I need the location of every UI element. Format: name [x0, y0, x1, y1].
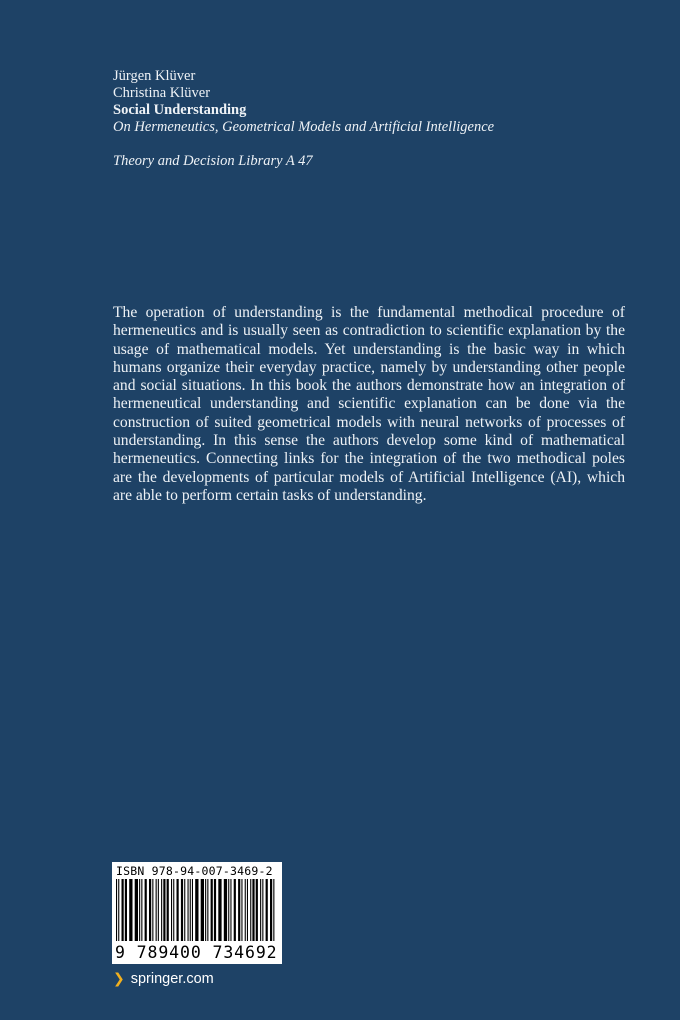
barcode-bar	[273, 879, 274, 941]
book-subtitle: On Hermeneutics, Geometrical Models and Artificial Intelligence	[113, 119, 495, 135]
publisher-url: springer.com	[130, 971, 214, 987]
barcode-bar	[129, 879, 132, 941]
barcode-bar	[163, 879, 165, 941]
barcode-bar	[234, 879, 236, 941]
barcode-bar	[250, 879, 251, 941]
book-blurb: The operation of understanding is the fundamental methodical procedure of hermeneutics and is usually seen as contradiction to scientific explanation by the usage of mathematical models. Yet understanding is the basic way in which humans organize their everyday practice, namely by understanding other people and social situations. In this book the authors demonstrate how an integration of hermeneutical understanding and scientific explanation can be done via the construction of suited geometrical models with neural networks of processes of understanding. In this sense the authors develop some kind of mathematical hermeneutics. Connecting links for the integration of the two methodical poles are the developments of particular models of Artificial Intelligence (AI), which are able to perform certain tasks of understanding.	[113, 304, 625, 504]
isbn-label: ISBN 978-94-007-3469-2	[116, 864, 273, 878]
barcode-bar	[201, 879, 204, 941]
barcode-bar	[141, 879, 142, 941]
barcode-bar	[152, 879, 153, 941]
barcode-bar	[184, 879, 185, 941]
barcode-bar	[135, 879, 138, 941]
barcode-bar	[171, 879, 172, 941]
barcode-bar	[230, 879, 231, 941]
barcode-bar	[266, 879, 268, 941]
barcode-bar	[241, 879, 242, 941]
book-title: Social Understanding	[113, 102, 247, 118]
barcode-bar	[238, 879, 240, 941]
barcode-box	[112, 862, 282, 964]
book-header	[113, 68, 633, 170]
barcode-bar	[256, 879, 258, 941]
barcode-bar	[218, 879, 221, 941]
barcode-bar	[188, 879, 189, 941]
barcode-bar	[260, 879, 261, 941]
barcode-bar	[139, 879, 140, 941]
barcode-bar	[270, 879, 272, 941]
barcode-bar	[161, 879, 162, 941]
barcode-bar	[173, 879, 174, 941]
author-1: Jürgen Klüver	[113, 68, 196, 84]
barcode-bar	[252, 879, 254, 941]
barcode-bar	[177, 879, 179, 941]
barcode-bar	[245, 879, 246, 941]
ean-digits: 9 789400 734692	[115, 943, 278, 962]
barcode-bar	[195, 879, 198, 941]
barcode-bar	[228, 879, 229, 941]
barcode-bar	[224, 879, 227, 941]
barcode-bar	[181, 879, 183, 941]
barcode-bar	[125, 879, 127, 941]
barcode-bar	[158, 879, 159, 941]
chevron-right-icon: ❯	[113, 970, 125, 986]
series-info: Theory and Decision Library A 47	[113, 153, 313, 169]
barcode-bar	[190, 879, 191, 941]
barcode-bar	[211, 879, 213, 941]
barcode-bar	[192, 879, 193, 941]
barcode-bar	[205, 879, 206, 941]
barcode-bar	[122, 879, 124, 941]
barcode-bar	[145, 879, 147, 941]
barcode-bar	[167, 879, 169, 941]
author-2: Christina Klüver	[113, 85, 211, 101]
barcode-bars	[116, 879, 278, 945]
barcode-bar	[149, 879, 151, 941]
barcode-bar	[262, 879, 263, 941]
barcode-bar	[214, 879, 216, 941]
barcode-bar	[118, 879, 119, 941]
barcode-bar	[116, 879, 117, 941]
barcode-bar	[247, 879, 248, 941]
barcode-bar	[207, 879, 208, 941]
publisher-link[interactable]	[113, 970, 214, 987]
barcode-bar	[156, 879, 157, 941]
